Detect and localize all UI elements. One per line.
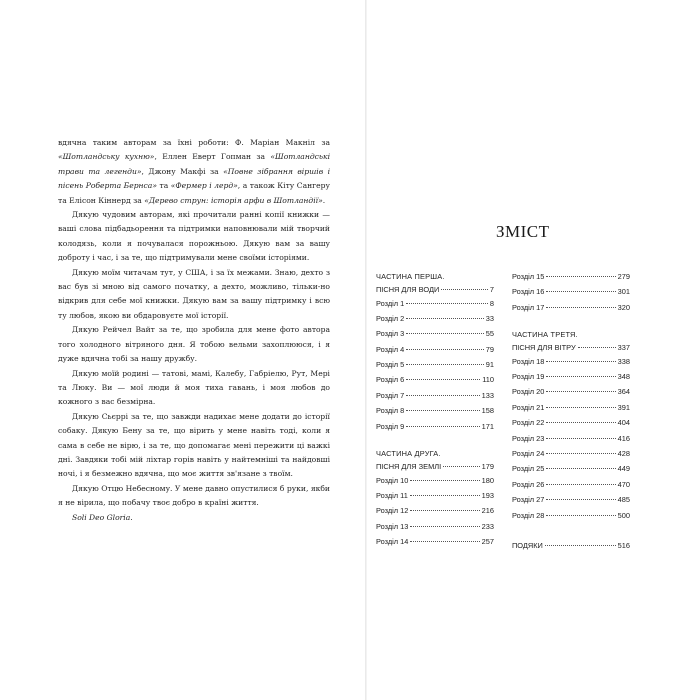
toc-label: ПОДЯКИ bbox=[512, 540, 543, 550]
toc-page-number: 416 bbox=[617, 433, 630, 443]
toc-entry[interactable] bbox=[512, 492, 630, 507]
toc-label: Розділ 21 bbox=[512, 402, 545, 412]
dot-leader bbox=[546, 422, 615, 423]
text-run: Дякую моїй родині — татові, мамі, Калебу, Габріелю, Рут, Мері та Люку. Ви — мої люди й моя тиха гавань, і моя любов до кожного з вас безмірна. bbox=[58, 368, 330, 407]
toc-column-2 bbox=[512, 269, 630, 553]
dot-leader bbox=[546, 376, 615, 377]
toc-entry[interactable] bbox=[512, 477, 630, 492]
dot-leader bbox=[546, 407, 615, 408]
text-run: Дякую чудовим авторам, які прочитали ранні копії книжки — ваші слова підбадьорення та підтримки наповнювали мій творчий колодязь, коли я почувалася порожньою. Дякую вам за вашу доброту і час, і за те, що підтримували мене своїми історіями. bbox=[58, 210, 330, 263]
toc-page-number: 79 bbox=[485, 344, 494, 354]
toc-page-number: 91 bbox=[485, 360, 494, 370]
toc-label: Розділ 28 bbox=[512, 510, 545, 520]
toc-page-number: 180 bbox=[481, 475, 494, 485]
toc-label: ПІСНЯ ДЛЯ ЗЕМЛІ bbox=[376, 461, 442, 471]
text-run: Дякую моїм читачам тут, у США, і за їх межами. Знаю, дехто з вас був зі мною від самого початку, а дехто, можливо, тільки-но відкрив для себе мої книжки. Дякую вам за вашу підтримку і всю ту любов, якою ви обдаровуєте мої історії. bbox=[58, 267, 330, 320]
toc-label: Розділ 2 bbox=[376, 313, 405, 323]
toc-label: Розділ 4 bbox=[376, 344, 405, 354]
text-run: , Еллен Еверт Гопман за bbox=[154, 152, 271, 162]
dot-leader bbox=[410, 510, 479, 511]
toc-entry[interactable] bbox=[512, 269, 630, 284]
toc-entry[interactable] bbox=[512, 384, 630, 399]
dot-leader bbox=[406, 318, 483, 319]
toc-page-number: 55 bbox=[485, 329, 494, 339]
dot-leader bbox=[443, 466, 480, 467]
toc-entry[interactable] bbox=[376, 503, 494, 518]
toc-label: Розділ 27 bbox=[512, 495, 545, 505]
acknowledgements-text bbox=[58, 136, 330, 525]
toc-page-number: 158 bbox=[481, 406, 494, 416]
toc-label: Розділ 19 bbox=[512, 372, 545, 382]
paragraph bbox=[58, 208, 330, 266]
toc-label: Розділ 13 bbox=[376, 521, 409, 531]
text-run: . bbox=[322, 195, 326, 205]
toc-entry[interactable] bbox=[376, 372, 494, 387]
toc-entry[interactable] bbox=[376, 473, 494, 488]
toc-label: Розділ 17 bbox=[512, 302, 545, 312]
toc-page-number: 179 bbox=[481, 461, 494, 471]
paragraph bbox=[58, 482, 330, 511]
italic-title: «Дерево струн: історія арфи в Шотландії» bbox=[144, 195, 323, 205]
dot-leader bbox=[410, 495, 480, 496]
dot-leader bbox=[546, 499, 615, 500]
paragraph bbox=[58, 367, 330, 410]
toc-page-number: 320 bbox=[617, 302, 630, 312]
part-title: ЧАСТИНА ТРЕТЯ. bbox=[512, 330, 578, 340]
toc-page-number: 500 bbox=[617, 510, 630, 520]
toc-page-number: 193 bbox=[481, 490, 494, 500]
toc-entry[interactable] bbox=[512, 461, 630, 476]
dot-leader bbox=[546, 453, 615, 454]
toc-label: Розділ 7 bbox=[376, 390, 405, 400]
toc-entry[interactable] bbox=[376, 403, 494, 418]
toc-page-number: 301 bbox=[617, 287, 630, 297]
toc-label: Розділ 14 bbox=[376, 537, 409, 547]
part-subtitle-row[interactable] bbox=[376, 460, 494, 473]
dot-leader bbox=[410, 541, 479, 542]
toc-entry[interactable] bbox=[376, 388, 494, 403]
toc-entry[interactable] bbox=[376, 357, 494, 372]
toc-page-number: 404 bbox=[617, 418, 630, 428]
text-run: Дякую Рейчел Вайт за те, що зробила для мене фото авторa того холодного вітряного дня. Я тобою вельми захоплююся, і я дуже вдячна тобі за нашу дружбу. bbox=[58, 325, 330, 364]
toc-entry[interactable] bbox=[376, 534, 494, 549]
toc-spacer bbox=[512, 315, 630, 327]
toc-label: Розділ 26 bbox=[512, 479, 545, 489]
toc-label: Розділ 1 bbox=[376, 298, 405, 308]
toc-label: Розділ 23 bbox=[512, 433, 545, 443]
toc-label: Розділ 20 bbox=[512, 387, 545, 397]
toc-label: ПІСНЯ ДЛЯ ВІТРУ bbox=[512, 342, 576, 352]
paragraph bbox=[58, 266, 330, 324]
toc-page-number: 8 bbox=[489, 298, 494, 308]
italic-title: «Шотландську кухню» bbox=[58, 152, 155, 162]
dot-leader bbox=[406, 333, 483, 334]
toc-entry[interactable] bbox=[512, 431, 630, 446]
toc-label: Розділ 25 bbox=[512, 464, 545, 474]
toc-label: Розділ 16 bbox=[512, 287, 545, 297]
toc-title: ЗМІСТ bbox=[496, 222, 550, 241]
text-run: вдячна таким авторам за їхні роботи: Ф. Маріан Макніл за bbox=[58, 138, 330, 147]
toc-page-number: 470 bbox=[617, 479, 630, 489]
toc-entry[interactable] bbox=[376, 296, 494, 311]
toc-page-number: 428 bbox=[617, 449, 630, 459]
toc-spacer bbox=[512, 523, 630, 538]
dot-leader bbox=[406, 349, 483, 350]
toc-part-heading[interactable] bbox=[376, 271, 494, 296]
toc-label: Розділ 8 bbox=[376, 406, 405, 416]
toc-entry[interactable] bbox=[376, 342, 494, 357]
toc-label: Розділ 12 bbox=[376, 506, 409, 516]
dot-leader bbox=[546, 391, 615, 392]
dot-leader bbox=[406, 303, 488, 304]
part-title: ЧАСТИНА ПЕРША. bbox=[376, 272, 445, 281]
toc-label: Розділ 22 bbox=[512, 418, 545, 428]
closing-line: Soli Deo Gloria. bbox=[72, 512, 133, 522]
dot-leader bbox=[406, 426, 479, 427]
text-run: , а також Кіту Сангеру та Елісон Кіннерд за bbox=[58, 181, 330, 205]
toc-part-heading[interactable] bbox=[512, 329, 630, 354]
dot-leader bbox=[546, 468, 615, 469]
toc-page-number: 171 bbox=[481, 421, 494, 431]
toc-label: Розділ 18 bbox=[512, 356, 545, 366]
paragraph bbox=[58, 323, 330, 366]
part-title: ЧАСТИНА ДРУГА. bbox=[376, 449, 441, 459]
toc-label: Розділ 11 bbox=[376, 490, 408, 500]
italic-title: «Повне зібрання віршів і пісень Роберта Бернса» bbox=[58, 166, 331, 191]
toc-label: Розділ 5 bbox=[376, 360, 405, 370]
dot-leader bbox=[546, 276, 615, 277]
paragraph bbox=[58, 410, 330, 482]
toc-part-heading[interactable] bbox=[376, 448, 494, 473]
dot-leader bbox=[545, 545, 616, 546]
dot-leader bbox=[546, 484, 615, 485]
part-subtitle-row[interactable] bbox=[376, 283, 494, 296]
toc-entry[interactable] bbox=[376, 488, 494, 503]
paragraph bbox=[58, 136, 330, 208]
toc-label: Розділ 9 bbox=[376, 421, 405, 431]
italic-title: «Шотландські трави та легенди» bbox=[58, 152, 331, 176]
toc-page-number: 348 bbox=[617, 372, 630, 382]
toc-entry[interactable] bbox=[512, 508, 630, 523]
dot-leader bbox=[546, 361, 615, 362]
text-run: Дякую Сьєррі за те, що завжди надихає мене додати до історії собаку. Дякую Бену за те, що вірить у мене навіть тоді, коли я сама в себе не вірю, і за те, що допомагає мені пережити ці важкі дні. Завдяки тобі мій ліхтар горів навіть у найтемніші та найдовші ночі, і я безмежно вдячна, що моє життя зв'язане з твоїм. bbox=[58, 411, 330, 479]
toc-entry[interactable] bbox=[512, 300, 630, 315]
dot-leader bbox=[410, 480, 479, 481]
text-run: Дякую Отцю Небесному. У мене давно опустилися б руки, якби я не вірила, що побачу твоє добро в країні життя. bbox=[58, 483, 330, 508]
toc-label: Розділ 15 bbox=[512, 272, 545, 281]
toc-label: Розділ 3 bbox=[376, 329, 405, 339]
part-subtitle-row[interactable] bbox=[512, 341, 630, 354]
toc-entry[interactable] bbox=[512, 415, 630, 430]
toc-page-number: 233 bbox=[481, 521, 494, 531]
toc-page-number: 279 bbox=[617, 272, 630, 281]
dot-leader bbox=[546, 307, 615, 308]
toc-page-number: 33 bbox=[485, 313, 494, 323]
toc-label: Розділ 6 bbox=[376, 375, 405, 385]
toc-label: Розділ 10 bbox=[376, 475, 409, 485]
toc-page-number: 7 bbox=[489, 284, 494, 294]
toc-spacer bbox=[376, 434, 494, 446]
toc-entry[interactable] bbox=[376, 419, 494, 434]
dot-leader bbox=[546, 438, 615, 439]
toc-entry[interactable] bbox=[376, 311, 494, 326]
toc-page-number: 337 bbox=[617, 342, 630, 352]
toc-entry[interactable] bbox=[512, 369, 630, 384]
text-run: , Джону Макфі за bbox=[141, 166, 224, 176]
toc-page-number: 338 bbox=[617, 356, 630, 366]
toc-entry[interactable] bbox=[376, 519, 494, 534]
toc-page-number: 364 bbox=[617, 387, 630, 397]
toc-page-number: 110 bbox=[482, 375, 494, 385]
dot-leader bbox=[406, 395, 479, 396]
text-run: та bbox=[156, 181, 171, 191]
dot-leader bbox=[546, 515, 615, 516]
toc-entry[interactable] bbox=[512, 446, 630, 461]
toc-page-number: 133 bbox=[481, 390, 494, 400]
dot-leader bbox=[406, 379, 480, 380]
dot-leader bbox=[406, 364, 483, 365]
toc-entry[interactable] bbox=[512, 354, 630, 369]
toc-column-1 bbox=[376, 269, 494, 549]
toc-entry[interactable] bbox=[376, 326, 494, 341]
toc-label: ПІСНЯ ДЛЯ ВОДИ bbox=[376, 284, 440, 294]
dot-leader bbox=[546, 291, 615, 292]
dot-leader bbox=[410, 526, 479, 527]
toc-entry[interactable] bbox=[512, 400, 630, 415]
toc-entry[interactable] bbox=[512, 284, 630, 299]
dot-leader bbox=[406, 410, 479, 411]
italic-title: «Фермер і лерд» bbox=[170, 181, 238, 191]
toc-page-number: 485 bbox=[617, 495, 630, 505]
toc-page-number: 391 bbox=[617, 402, 630, 412]
dot-leader bbox=[441, 289, 488, 290]
toc-label: Розділ 24 bbox=[512, 449, 545, 459]
toc-page-number: 449 bbox=[617, 464, 630, 474]
toc-page-number: 516 bbox=[617, 540, 630, 550]
toc-entry[interactable] bbox=[512, 538, 630, 553]
dot-leader bbox=[578, 347, 616, 348]
toc-page-number: 257 bbox=[481, 537, 494, 547]
toc-page-number: 216 bbox=[481, 506, 494, 516]
